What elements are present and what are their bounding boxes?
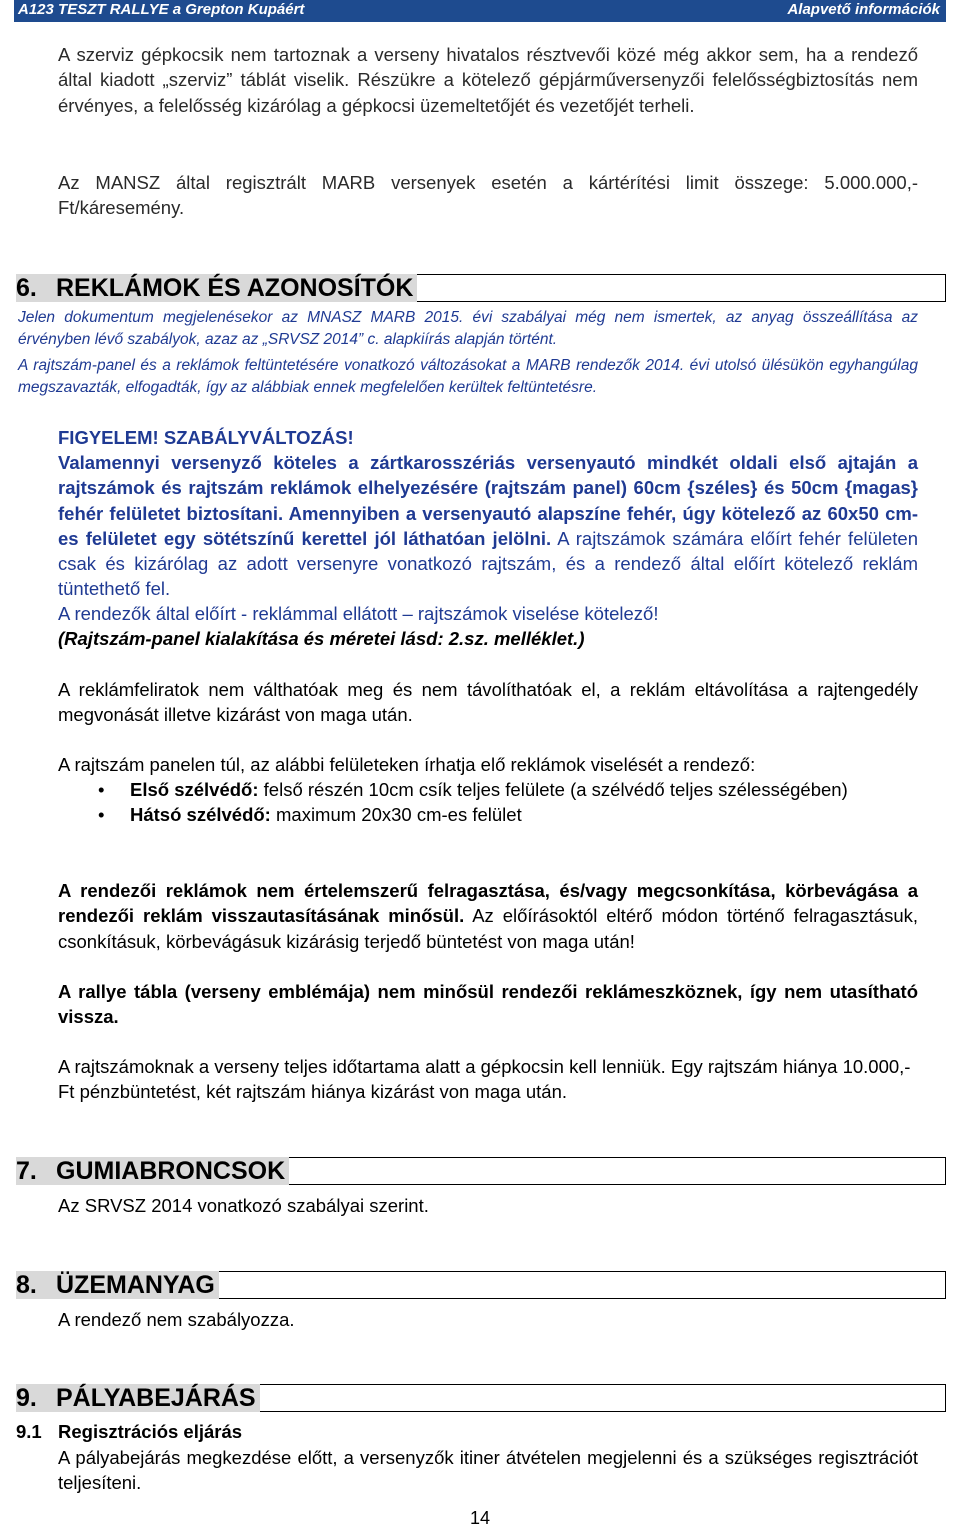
penalty-detail: Az előírásoktól eltérő módon történő felragasztásuk, csonkításuk, körbevágásuk kizárásig terjedő büntetést von maga után! <box>58 905 918 952</box>
fuel-text: A rendező nem szabályozza. <box>58 1309 295 1330</box>
section-6-label <box>16 274 417 302</box>
section-8-heading <box>16 1271 946 1301</box>
subsection-title: Regisztrációs eljárás <box>58 1421 243 1442</box>
section-8-number: 8. <box>16 1271 37 1299</box>
race-numbers-paragraph: A rajtszámoknak a verseny teljes időtartama alatt a gépkocsin kell lenniük. Egy rajtszám hiánya 10.000,- Ft pénzbüntetést, két rajtszám hiánya kizárást von maga után. <box>58 1056 911 1103</box>
section-6-title: REKLÁMOK ÉS AZONOSÍTÓK <box>56 274 414 302</box>
surface-term: Hátsó szélvédő: <box>130 804 271 826</box>
section-7-heading <box>16 1157 946 1187</box>
section-6-number: 6. <box>16 274 37 302</box>
section-7-number: 7. <box>16 1157 37 1185</box>
section-9-title: PÁLYABEJÁRÁS <box>56 1384 256 1412</box>
liability-limit-paragraph: Az MANSZ által regisztrált MARB versenyek esetén a kártérítési limit összege: 5.000.000,-Ft/káresemény. <box>58 172 918 219</box>
tyres-text: Az SRVSZ 2014 vonatkozó szabályai szerint. <box>58 1195 429 1216</box>
bullet-icon: • <box>98 804 105 826</box>
bullet-icon: • <box>98 779 105 800</box>
page-header <box>14 0 946 22</box>
race-number-rule <box>58 450 918 602</box>
section-6-heading <box>16 274 946 304</box>
rule-change-warning: FIGYELEM! SZABÁLYVÁLTOZÁS! <box>58 427 354 448</box>
section-9-number: 9. <box>16 1384 37 1412</box>
section-9-heading <box>16 1384 946 1414</box>
surface-term: Első szélvédő: <box>130 779 259 800</box>
section-8-title: ÜZEMANYAG <box>56 1271 215 1299</box>
mandatory-numbers-line: A rendezők által előírt - reklámmal ellátott – rajtszámok viselése kötelező! <box>58 603 659 624</box>
penalty-bold: A rendezői reklámok nem értelemszerű felragasztása, és/vagy megcsonkítása, körbevágása a rendezői reklám visszautasításának minősül. <box>58 880 918 927</box>
service-cars-paragraph: A szerviz gépkocsik nem tartoznak a verseny hivatalos résztvevői közé még akkor sem, ha a rendező által kiadott „szerviz” táblát viselik. Részükre a kötelező gépjárműversenyzői felelősségbiztosítás nem érvényes, a felelősség kizárólag a gépkocsi üzemeltetőjét és vezetőjét terheli. <box>58 44 918 116</box>
race-number-rule-detail: A rajtszámok számára előírt fehér felületen csak és kizárólag az adott versenyre vonatkozó rajtszám, és a rendező által előírt kötelező reklám tüntethető fel. <box>58 527 918 600</box>
section-7-label <box>16 1157 289 1185</box>
surface-description: felső részén 10cm csík teljes felülete (a szélvédő teljes szélességében) <box>258 779 848 800</box>
panel-reference-line: (Rajtszám-panel kialakítása és méretei lásd: 2.sz. melléklet.) <box>58 628 585 649</box>
ad-removal-paragraph: A reklámfeliratok nem válthatóak meg és nem távolíthatóak el, a reklám eltávolítása a rajtengedély megvonását illetve kizárást von maga után. <box>58 679 918 726</box>
surface-description: maximum 20x30 cm-es felület <box>270 804 522 826</box>
other-surfaces-intro: A rajtszám panelen túl, az alábbi felületeken írhatja elő reklámok viselését a rendező: <box>58 754 756 775</box>
list-item <box>58 802 918 827</box>
page-number: 14 <box>469 1508 491 1528</box>
section-7-title: GUMIABRONCSOK <box>56 1157 286 1185</box>
panel-change-notice: A rajtszám-panel és a reklámok feltüntetésére vonatkozó változásokat a MARB rendezők 2014. évi utolsó ülésükön egyhangúlag megszavazták, elfogadták, így az alábbiak ennek megfelelően kerültek feltüntetésre. <box>18 357 918 396</box>
list-item <box>58 777 918 802</box>
rally-plate-paragraph: A rallye tábla (verseny emblémája) nem minősül rendezői reklámeszköznek, így nem utasítható vissza. <box>58 981 918 1028</box>
regulation-notice: Jelen dokumentum megjelenésekor az MNASZ MARB 2015. évi szabályai még nem ismertek, az anyag összeállítása az érvényben lévő szabályok, azaz az „SRVSZ 2014” c. alapkiírás alapján történt. <box>18 309 918 348</box>
header-section: Alapvető információk <box>787 1 940 18</box>
subsection-9-1-heading <box>16 1420 242 1444</box>
ad-surfaces-list <box>58 777 918 828</box>
section-8-label <box>16 1271 219 1299</box>
section-9-label <box>16 1384 260 1412</box>
penalty-paragraph <box>58 878 918 954</box>
subsection-number: 9.1 <box>16 1421 42 1442</box>
race-number-rule-bold: Valamennyi versenyző köteles a zártkarosszériás versenyautó mindkét oldali első ajtaján a rajtszámok és rajtszám reklámok elhelyezésére (rajtszám panel) 60cm {széles} és 50cm {magas} fehér felületet biztosítani. Amennyiben a versenyautó alapszíne fehér, úgy kötelező az 60x50 cm-es felületet egy sötétszínű kerettel jól láthatóan jelölni. <box>58 452 918 549</box>
header-title: A123 TESZT RALLYE a Grepton Kupáért <box>18 1 305 18</box>
registration-text: A pályabejárás megkezdése előtt, a versenyzők itiner átvételen megjelenni és a szükséges regisztrációt teljesíteni. <box>58 1447 918 1494</box>
